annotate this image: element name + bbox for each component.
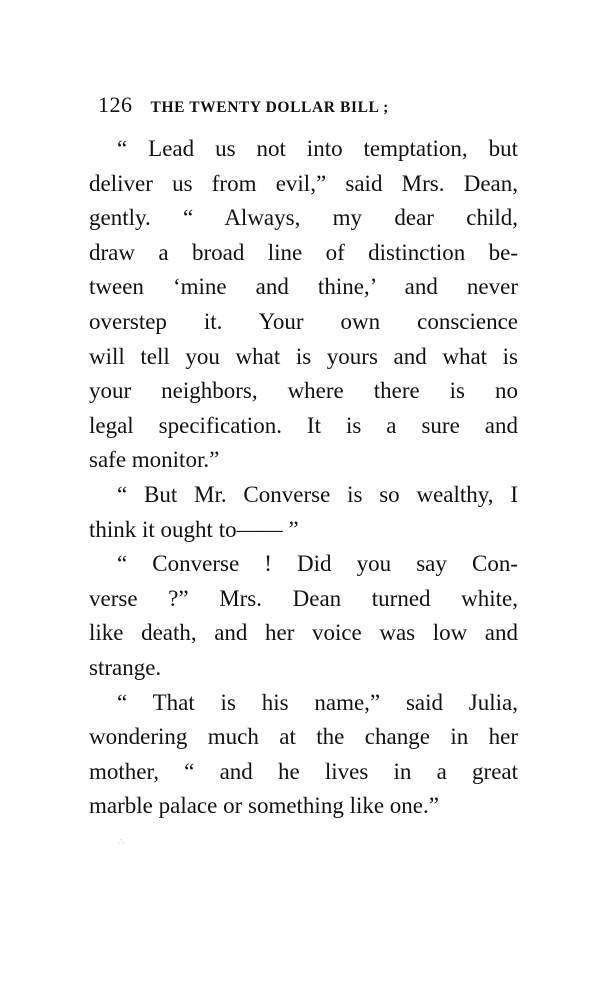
text-line: deliver us from evil,” said Mrs. Dean,	[89, 170, 518, 196]
ink-smudge: ∴	[118, 837, 125, 848]
text-line: overstep it. Your own conscience	[89, 308, 518, 334]
page-header	[98, 89, 518, 121]
text-line: like death, and her voice was low and	[89, 620, 518, 646]
text-line: legal specification. It is a sure and	[89, 412, 518, 438]
text-line: “ Lead us not into temptation, but	[117, 136, 518, 161]
body-text	[89, 132, 518, 824]
text-line: mother, “ and he lives in a great	[89, 758, 518, 784]
text-line: safe monitor.”	[89, 447, 220, 473]
text-line: “ Converse ! Did you say Con-	[117, 551, 518, 577]
text-line: gently. “ Always, my dear child,	[89, 205, 518, 231]
text-line: “ But Mr. Converse is so wealthy, I	[117, 481, 518, 507]
text-line: wondering much at the change in her	[89, 724, 518, 750]
running-title: THE TWENTY DOLLAR BILL ;	[150, 99, 389, 116]
text-line: draw a broad line of distinction be-	[89, 239, 518, 265]
page-number: 126	[98, 92, 133, 117]
text-line: your neighbors, where there is no	[89, 378, 518, 404]
text-line: “ That is his name,” said Julia,	[117, 689, 518, 715]
text-line: marble palace or something like one.”	[89, 793, 439, 819]
text-line: strange.	[89, 654, 162, 680]
text-line: think it ought to—— ”	[89, 516, 299, 542]
text-line: tween ‘mine and thine,’ and never	[89, 274, 518, 300]
text-line: will tell you what is yours and what is	[89, 343, 518, 369]
text-line: verse ?” Mrs. Dean turned white,	[89, 585, 518, 611]
